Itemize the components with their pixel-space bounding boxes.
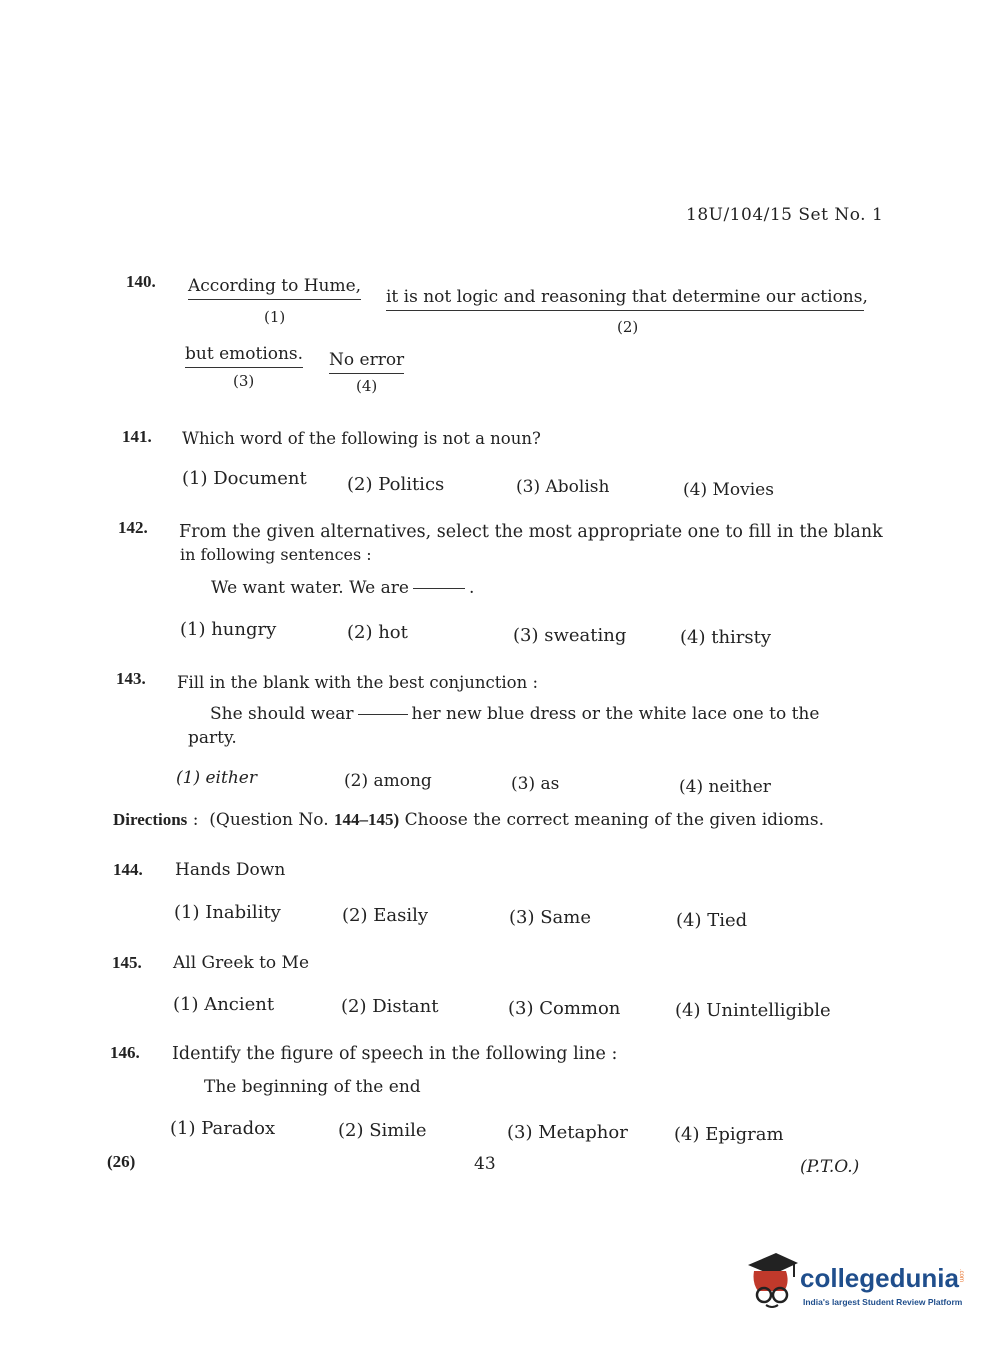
q145-number: 145. [112,953,142,972]
q146-option-4: (4) Epigram [674,1124,784,1145]
q140-number: 140. [126,272,156,291]
q141-text: Which word of the following is not a noun? [182,429,541,448]
q141-option-3: (3) Abolish [516,477,610,497]
collegedunia-logo [742,1249,967,1319]
q143-sentence-part-b: her new blue dress or the white lace one to the [411,704,820,724]
directions [113,810,824,830]
q143-number: 143. [116,669,146,688]
q144-option-2: (2) Easily [342,905,429,926]
q141-number: 141. [122,427,152,446]
q142-option-1: (1) hungry [180,619,277,640]
q146-sentence: The beginning of the end [204,1077,421,1097]
q145-text: All Greek to Me [173,953,310,973]
q145-option-2: (2) Distant [341,996,439,1017]
q142-option-2: (2) hot [347,622,408,643]
q146-number: 146. [110,1043,140,1062]
q145-option-1: (1) Ancient [173,994,275,1015]
q142-sentence-part-b: . [468,578,475,598]
q143-sentence [210,704,819,724]
q145-option-3: (3) Common [508,998,621,1019]
q140-segment-3-number: (3) [233,372,255,390]
q146-option-3: (3) Metaphor [507,1122,628,1143]
q143-option-2: (2) among [344,771,432,791]
q142-number: 142. [118,518,148,537]
q142-sentence [211,578,474,598]
q140-segment-1: According to Hume, [188,276,361,300]
q146-text: Identify the figure of speech in the following line : [172,1044,618,1064]
q143-blank [358,714,408,715]
q146-option-1: (1) Paradox [170,1118,276,1139]
q143-text: Fill in the blank with the best conjunction : [177,673,539,692]
q142-option-4: (4) thirsty [680,627,772,648]
directions-pre: (Question No. [209,810,329,830]
q140-segment-4-number: (4) [356,377,378,395]
q141-option-2: (2) Politics [347,474,445,495]
graduate-mascot-icon [742,1249,800,1311]
q141-option-4: (4) Movies [683,480,774,500]
set-number: 18U/104/15 Set No. 1 [686,205,884,225]
q144-number: 144. [113,860,143,879]
directions-label: Directions [113,810,188,829]
q144-option-3: (3) Same [509,907,592,928]
directions-text: Choose the correct meaning of the given idioms. [404,810,824,830]
logo-domain-suffix: .com [958,1269,964,1283]
q146-option-2: (2) Simile [338,1120,427,1141]
logo-tagline: India's largest Student Review Platform [803,1297,963,1307]
q143-option-4: (4) neither [679,777,771,797]
q142-text-line-2: in following sentences : [180,545,372,564]
q140-segment-3: but emotions. [185,344,303,368]
q143-option-1: (1) either [176,768,257,788]
q143-sentence-part-a: She should wear [210,704,354,724]
footer-code: (26) [107,1152,136,1171]
directions-colon: : [192,810,199,830]
pto-note: (P.T.O.) [800,1157,860,1177]
q144-text: Hands Down [175,860,286,880]
q143-option-3: (3) as [511,774,560,794]
q144-option-1: (1) Inability [174,902,281,923]
logo-name: collegedunia [800,1263,959,1293]
q141-option-1: (1) Document [182,468,307,489]
q142-blank [413,588,465,589]
q142-option-3: (3) sweating [513,625,627,646]
q143-sentence-continued: party. [188,728,237,748]
q145-option-4: (4) Unintelligible [675,1000,831,1021]
q140-segment-2: it is not logic and reasoning that determine our actions, [386,287,864,311]
q142-text-line-1: From the given alternatives, select the most appropriate one to fill in the blank [179,522,883,542]
q140-segment-4: No error [329,350,404,374]
directions-range: 144–145) [334,810,400,829]
q142-sentence-part-a: We want water. We are [211,578,409,598]
q140-segment-1-number: (1) [264,308,286,326]
q144-option-4: (4) Tied [676,910,748,931]
page-number: 43 [474,1154,496,1174]
q140-segment-2-number: (2) [617,318,639,336]
